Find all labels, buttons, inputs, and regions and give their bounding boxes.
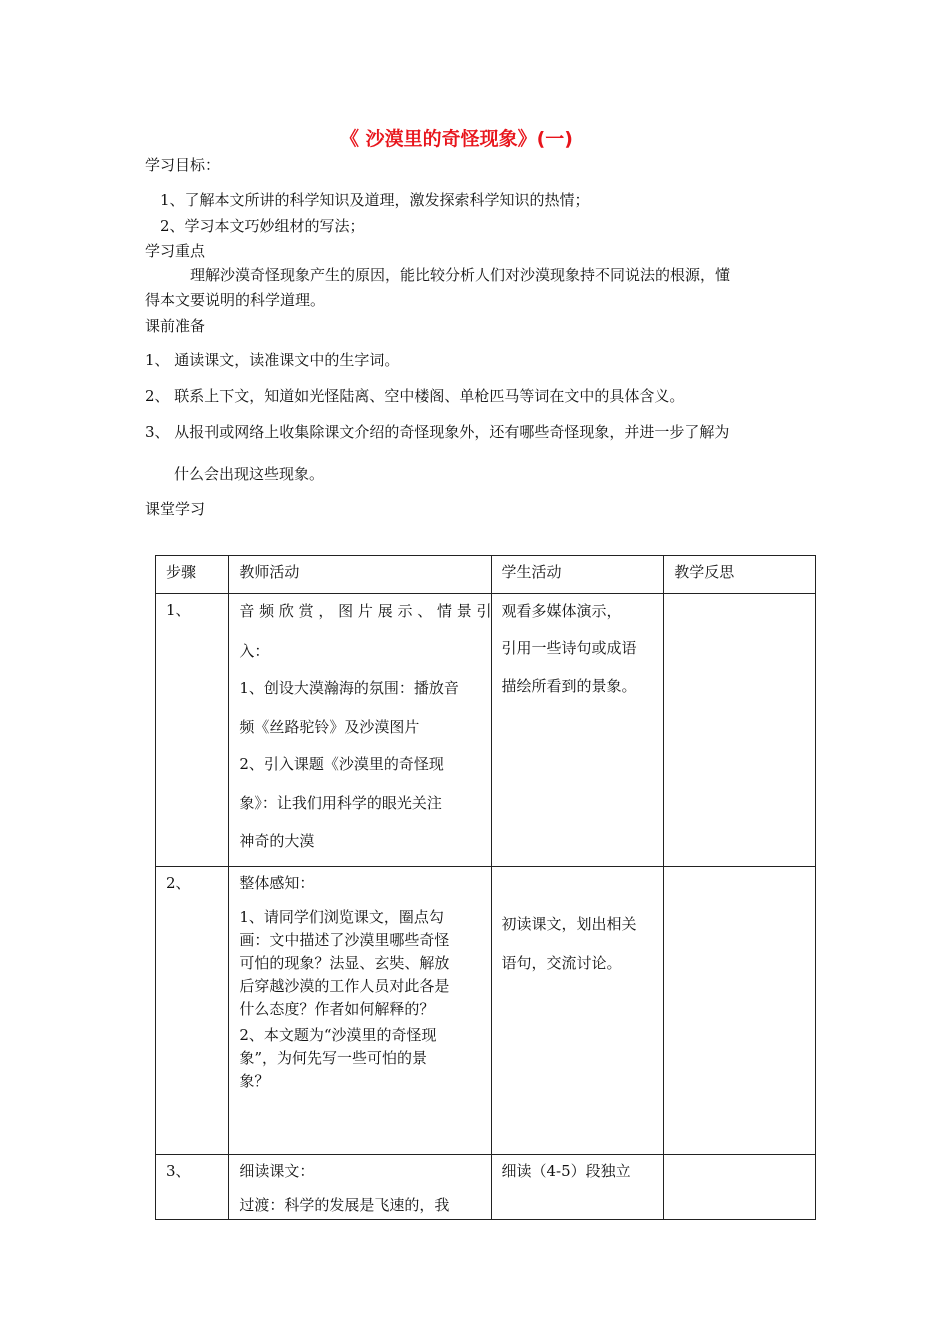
student-line: 初读课文，划出相关 (501, 915, 637, 933)
table-row (156, 867, 816, 1155)
teacher-line: 过渡：科学的发展是飞速的，我 (239, 1196, 450, 1214)
table-header-row (156, 556, 816, 594)
key-points-heading: 学习重点 (145, 242, 206, 260)
table-row (156, 1155, 816, 1220)
student-line: 引用一些诗句或成语 (501, 639, 637, 657)
teacher-line: 音 频 欣 赏 ， 图 片 展 示 、 情 景 引 (239, 602, 492, 620)
preparation-item: 3、 从报刊或网络上收集除课文介绍的奇怪现象外，还有哪些奇怪现象，并进一步了解为 (145, 423, 730, 441)
teacher-line: 频《丝路驼铃》及沙漠图片 (239, 718, 420, 736)
objective-item: 1、了解本文所讲的科学知识及道理，激发探索科学知识的热情； (160, 191, 590, 209)
teacher-line: 1、请同学们浏览课文，圈点勾 (239, 908, 444, 926)
key-points-text: 得本文要说明的科学道理。 (145, 291, 326, 309)
objective-item: 2、学习本文巧妙组材的写法； (160, 217, 365, 235)
step-cell: 3、 (166, 1162, 191, 1180)
table-row (156, 594, 816, 867)
step-cell: 1、 (166, 601, 191, 619)
header-reflection: 教学反思 (674, 563, 735, 581)
key-points-text: 理解沙漠奇怪现象产生的原因，能比较分析人们对沙漠现象持不同说法的根源，懂 (190, 266, 731, 284)
student-line: 描绘所看到的景象。 (501, 677, 637, 695)
teacher-line: 后穿越沙漠的工作人员对此各是 (239, 977, 450, 995)
header-student: 学生活动 (501, 563, 562, 581)
step-cell: 2、 (166, 874, 191, 892)
page-title: 《 沙漠里的奇怪现象》(一) (340, 128, 573, 150)
teacher-line: 画：文中描述了沙漠里哪些奇怪 (239, 931, 450, 949)
teacher-line: 可怕的现象？法显、玄奘、解放 (239, 954, 450, 972)
classroom-heading: 课堂学习 (145, 500, 206, 518)
preparation-item: 2、 联系上下文，知道如光怪陆离、空中楼阁、单枪匹马等词在文中的具体含义。 (145, 387, 685, 405)
preparation-item: 1、 通读课文，读准课文中的生字词。 (145, 351, 400, 369)
header-step: 步骤 (166, 563, 197, 581)
student-line: 细读（4-5）段独立 (501, 1162, 631, 1180)
teacher-line: 象》：让我们用科学的眼光关注 (239, 794, 442, 812)
lesson-table (155, 555, 816, 1220)
teacher-line: 2、引入课题《沙漠里的奇怪现 (239, 755, 444, 773)
teacher-line: 象”，为何先写一些可怕的景 (239, 1049, 427, 1067)
preparation-heading: 课前准备 (145, 317, 206, 335)
teacher-line: 神奇的大漠 (239, 832, 315, 850)
student-line: 语句，交流讨论。 (501, 954, 622, 972)
teacher-line: 细读课文： (239, 1162, 315, 1180)
objectives-heading: 学习目标： (145, 156, 221, 174)
teacher-line: 整体感知： (239, 874, 315, 892)
teacher-line: 什么态度？作者如何解释的？ (239, 1000, 435, 1018)
header-teacher: 教师活动 (239, 563, 300, 581)
teacher-line: 象？ (239, 1072, 270, 1090)
student-line: 观看多媒体演示， (501, 602, 622, 620)
teacher-line: 2、本文题为“沙漠里的奇怪现 (239, 1026, 437, 1044)
teacher-line: 入： (239, 642, 270, 660)
teacher-line: 1、创设大漠瀚海的氛围：播放音 (239, 679, 459, 697)
preparation-item-continued: 什么会出现这些现象。 (174, 465, 325, 483)
